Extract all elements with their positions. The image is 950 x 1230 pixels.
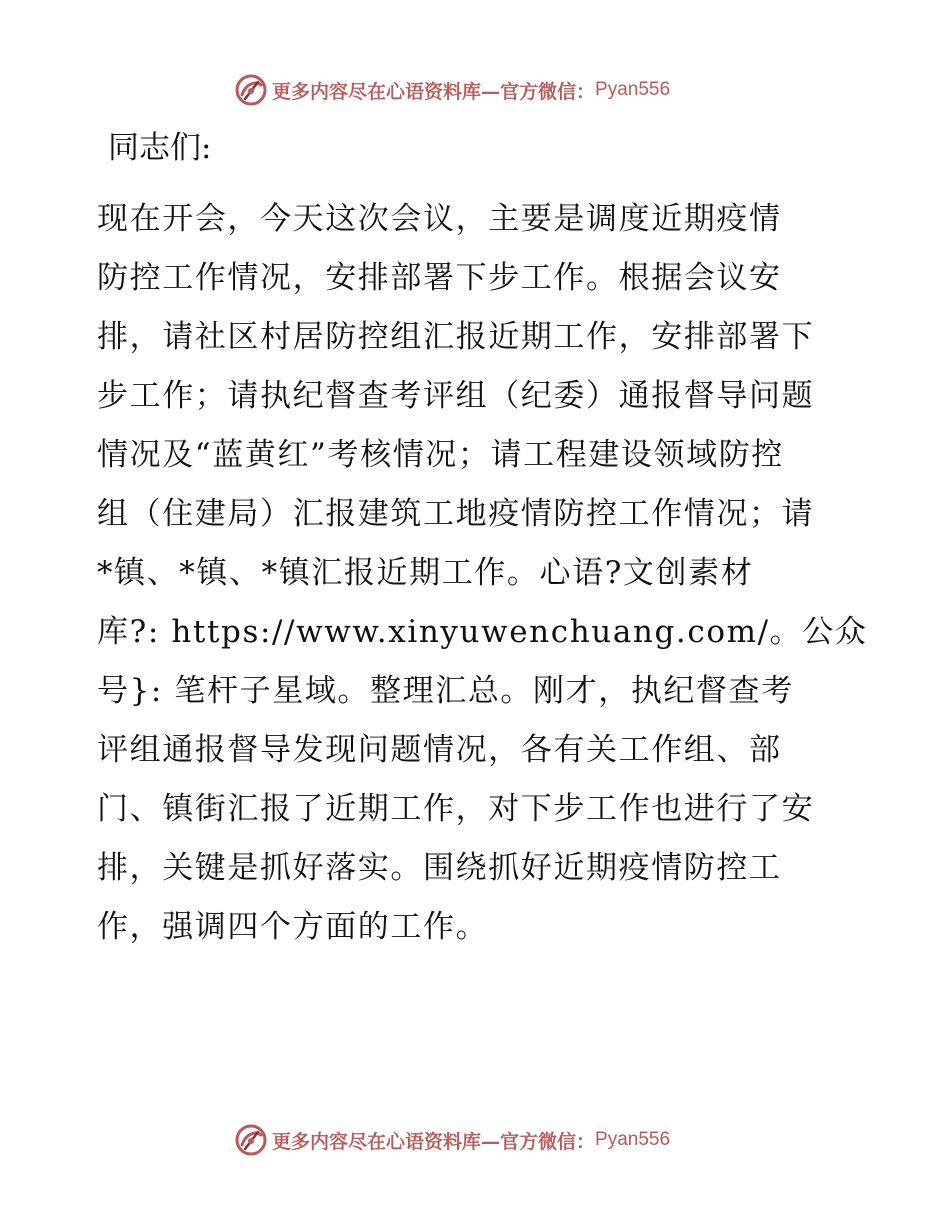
footer-watermark bbox=[234, 1122, 714, 1158]
footer-watermark-text: 更多内容尽在心语资料库—官方微信： bbox=[272, 1130, 596, 1153]
body-line: 步工作；请执纪督查考评组（纪委）通报督导问题 bbox=[97, 378, 815, 414]
salutation: 同志们: bbox=[108, 130, 212, 166]
body-line: 作，强调四个方面的工作。 bbox=[97, 909, 489, 945]
header-watermark bbox=[234, 72, 714, 108]
body-line: 排，关键是抓好落实。围绕抓好近期疫情防控工 bbox=[97, 850, 782, 886]
footer-watermark-id: Pyan556 bbox=[595, 1129, 671, 1150]
body-paragraph bbox=[97, 190, 868, 957]
body-line: 库?: https://www.xinyuwenchuang.com/。公众 bbox=[97, 614, 868, 650]
body-line: 评组通报督导发现问题情况，各有关工作组、部 bbox=[97, 732, 782, 768]
body-line: 号}: 笔杆子星域。整理汇总。刚才，执纪督查考 bbox=[97, 673, 794, 709]
seal-logo-icon bbox=[234, 1123, 268, 1157]
body-line: 现在开会，今天这次会议，主要是调度近期疫情 bbox=[97, 201, 782, 237]
body-line: *镇、*镇、*镇汇报近期工作。心语?文创素材 bbox=[97, 555, 754, 591]
header-watermark-id: Pyan556 bbox=[595, 79, 671, 100]
seal-logo-icon bbox=[234, 73, 268, 107]
body-line: 组（住建局）汇报建筑工地疫情防控工作情况；请 bbox=[97, 496, 815, 532]
body-line: 排，请社区村居防控组汇报近期工作，安排部署下 bbox=[97, 319, 815, 355]
body-line: 防控工作情况，安排部署下步工作。根据会议安 bbox=[97, 260, 782, 296]
header-watermark-text: 更多内容尽在心语资料库—官方微信： bbox=[272, 80, 596, 103]
body-line: 门、镇街汇报了近期工作，对下步工作也进行了安 bbox=[97, 791, 815, 827]
body-line: 情况及“蓝黄红”考核情况；请工程建设领域防控 bbox=[97, 437, 784, 473]
